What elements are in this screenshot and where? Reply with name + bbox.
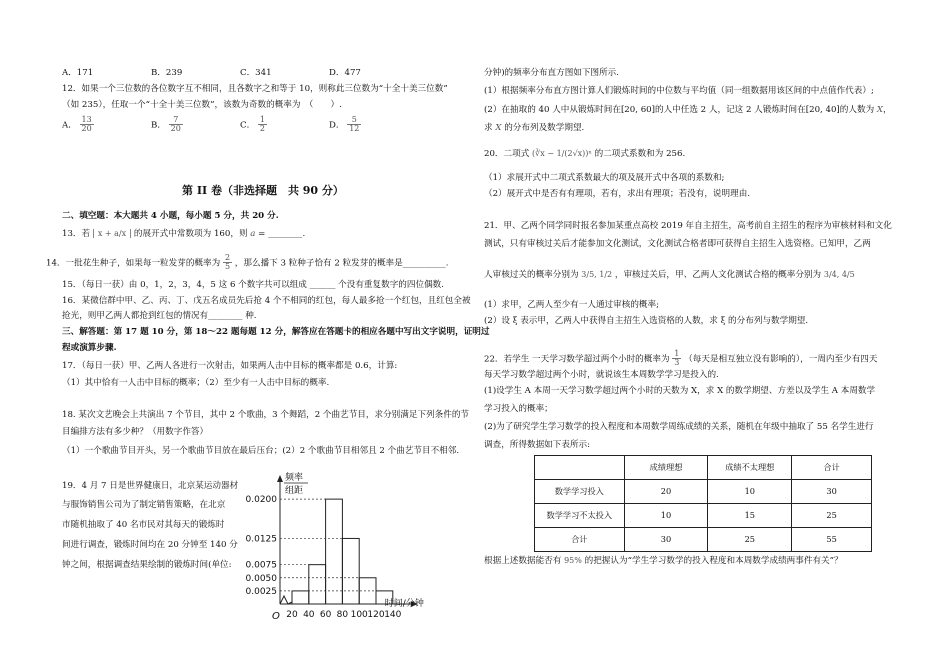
q21-fractions-1: 3/5, 1/2 [581,270,613,279]
fraction-numerator: 1 [259,115,265,124]
q22-final-a: 根据上述数据能否有 [484,556,562,566]
q21-line2: 测试，只有审核过关后才能参加文化测试，文化测试合格者即可获得自主招生入选资格。已知甲，乙两 [484,239,871,249]
histogram-bar [326,499,343,604]
y-tick-label: 0.0050 [245,573,277,584]
option-label: D． [329,120,345,131]
fraction-numerator: 13 [81,115,92,124]
table-cell: 15 [708,504,792,528]
table-row [535,480,872,504]
y-axis-label: 频率 [285,473,304,483]
y-tick-label: 0.0025 [245,586,277,597]
q19-part1: (1）根据频率分布直方图计算人们锻炼时间的中位数与平均值（同一组数据用该区间的中点值作代表）; [484,86,874,96]
q19-part2-end: 的分布列及数学期望. [504,123,585,133]
q19-part2-comma: ， [883,105,892,115]
y-tick-label: 0.0125 [245,534,277,545]
q22-part1-line2: 学习投入的概率； [484,404,553,414]
q19-continuation: 分钟)的频率分布直方图如下图所示. [484,68,619,78]
frequency-histogram [240,470,490,630]
q21-line1: 21．甲、乙两个同学同时报名参加某重点高校 2019 年自主招生，高考前自主招生的程序为审核材料和文化 [484,221,892,231]
fraction [258,116,267,134]
q22-part2-line2: 调查，所得数据如下表所示: [484,440,591,450]
q21-fractions-2: 3/4, 4/5 [823,270,855,279]
q19-line5: 钟之间，根据调查结果绘制的锻炼时间(单位: [62,560,232,570]
q21-part2: (2）设 ξ 表示甲，乙两人中获得自主招生入选资格的人数，求 ξ 的分布列与数学期望. [484,316,809,326]
table-cell: 成绩不太理想 [708,456,792,480]
q12-text-line2: （如 235），任取一个“十全十美三位数”，该数为奇数的概率为 （ ）. [62,100,342,110]
fraction [347,116,361,134]
table-cell: 合计 [535,528,625,552]
q12-option-b [151,116,183,134]
q14-prefix: 14．一批花生种子，如果每一粒发芽的概率为 [46,258,221,269]
table-cell: 数学学习投入 [535,480,625,504]
variable-x: X [495,123,502,133]
x-tick-label: 80 [336,610,349,620]
table-cell: 成绩理想 [624,456,708,480]
table-cell: 合计 [792,456,872,480]
histogram-bar [309,565,326,604]
q19-line1: 19．4 月 7 日是世界健康日，北京某运动器材 [62,481,239,491]
table-row [535,504,872,528]
q14 [46,254,448,272]
origin-label: O [272,611,280,622]
fraction-denominator: 5 [224,262,231,272]
q22-final-percent: 95% [564,556,582,565]
table-cell [535,456,625,480]
table-cell: 30 [624,528,708,552]
q20-part2: （2）展开式中是否有有理项，若有，求出有理项；若没有，说明理由. [484,189,751,199]
table-cell: 20 [624,480,708,504]
q11-option-d: D．477 [329,68,361,78]
x-tick-label: 140 [384,610,402,620]
fraction-numerator: 7 [169,116,183,125]
q12-text-line1: 12．如果一个三位数的各位数字互不相同，且各数字之和等于 10，则称此三位数为“十全十美三位数” [62,84,448,94]
y-axis-label: 组距 [285,486,304,496]
q19-part2-text: (2）在抽取的 40 人中从锻炼时间在[20, 60]的人中任选 2 人，记这 2 人锻炼时间在[20, 40]的人数为 [484,105,875,115]
q11-option-a: A．171 [62,68,94,78]
q13-blank: = ________. [258,229,306,239]
table-cell: 10 [624,504,708,528]
q19-line2: 与服饰销售公司为了制定销售策略，在北京 [62,500,226,510]
table-header-row [535,456,872,480]
q13-variable: a [250,229,256,239]
y-tick-label: 0.0075 [245,560,277,571]
option-label: C． [240,120,256,131]
q22-line2: 每天学习数学超过两个小时，就说该生本周数学学习是投入的. [484,370,719,380]
y-axis-arrow-icon [277,475,283,482]
fraction-denominator: 2 [259,124,265,134]
x-axis-label: 时间/分钟 [384,599,424,609]
x-tick-label: 20 [286,610,298,620]
q22-line1-c: （每天是相互独立没有影响的），一周内至少有四天 [684,354,878,365]
fraction-denominator: 3 [674,358,680,368]
q19-part2 [484,105,892,117]
q17-line1: 17．（每日一获）甲、乙两人各进行一次射击，如果两人击中目标的概率都是 0.6，计算: [62,361,398,371]
section-title: 第 II 卷（非选择题 共 90 分） [182,184,344,197]
histogram-bar [342,538,359,604]
q21-line3-text-b: ，审核过关后，甲、乙两人文化测试合格的概率分别为 [614,270,822,280]
solve-header-line2: 程或演算步骤. [62,343,117,353]
fraction-numerator: 5 [347,116,361,125]
q20-part1: （1）求展开式中二项式系数最大的项及展开式中各项的系数和; [484,173,725,183]
fraction [80,116,94,134]
fraction [169,116,183,134]
q20-prefix: 20．二项式 [484,149,530,159]
q18-line2: 目编排方法有多少种？（用数字作答） [62,427,209,437]
q22-line1-a: 22．若学生 [484,354,530,365]
q11-option-c: C．341 [240,68,272,78]
table-cell: 数学学习不太投入 [535,504,625,528]
table-row [535,528,872,552]
q14-suffix: ，那么播下 3 粒种子恰有 2 粒发芽的概率是__________. [234,258,449,269]
q12-option-d [329,116,361,134]
q19-part2-ask: 求 [484,123,493,133]
fill-in-header: 二、填空题：本大题共 4 小题，每小题 5 分，共 20 分. [62,211,279,221]
q18-line3: （1）一个歌曲节目开头，另一个歌曲节目放在最后压台；(2）2 个歌曲节目相邻且 2 个曲艺节目不相邻. [62,446,460,456]
table-cell: 55 [792,528,872,552]
q19-part2-cont [484,123,584,135]
fraction-numerator: 2 [224,253,231,262]
q21-part1: (1）求甲，乙两人至少有一人通过审核的概率; [484,300,659,310]
q17-line2: （1）其中恰有一人击中目标的概率；（2）至少有一人击中目标的概率. [62,378,330,388]
q18-line1: 18. 某次文艺晚会上共演出 7 个节目，其中 2 个歌曲，3 个舞蹈，2 个曲艺节目，求分别满足下列条件的节 [62,410,470,420]
q13-prefix: 13．若 [62,229,91,239]
x-tick-label: 100 [350,610,368,620]
x-tick-label: 40 [303,610,315,620]
contingency-table [534,455,872,552]
fraction-numerator: 1 [674,349,680,358]
q22-part2-line1: (2)为了研究学生学习数学的投入程度和本周数学周练成绩的关系，随机在年级中抽取了 55 名学生进行 [484,422,874,432]
option-label: B． [151,120,166,131]
q22-line1-b: 一天学习数学超过两个小时的概率为 [532,354,670,365]
q12-option-c [240,116,267,134]
q16-line1: 16．某微信群中甲、乙、丙、丁、戊五名成员先后抢 4 个不相同的红包，每人最多抢一个红包，且红包全被 [62,296,471,306]
table-cell: 30 [792,480,872,504]
table-cell: 10 [708,480,792,504]
fraction [672,350,681,368]
x-tick-label: 60 [319,610,332,620]
q20 [484,149,685,161]
y-tick-label: 0.0200 [245,495,277,506]
q15: 15．（每日一获）由 0，1，2，3，4，5 这 6 个数字共可以组成 ______ 个没有重复数字的四位偶数. [62,280,445,290]
q20-suffix: 的二项式系数和为 256. [594,149,686,159]
q16-line2: 抢光，则甲乙两人都抢到红包的情况有________ 种. [62,311,257,321]
axis-break-icon [280,596,292,604]
table-cell: 25 [792,504,872,528]
q22-part1-line1: (1)设学生 A 本周一天学习数学超过两个小时的天数为 X，求 X 的数学期望、方差以及学生 A 本周数学 [484,386,876,396]
x-tick-label: 120 [367,610,385,620]
q20-expression: (∛x − 1/(2√x))ⁿ [532,149,592,158]
variable-x: X [876,105,884,115]
q13 [62,229,305,241]
fraction-denominator: 20 [81,124,92,134]
q19-line3: 市随机抽取了 40 名市民对其每天的锻炼时 [62,520,225,530]
fraction-denominator: 12 [349,124,360,134]
histogram-bar [292,591,309,604]
q11-option-b: B．239 [151,68,183,78]
table-cell: 25 [708,528,792,552]
fraction [223,254,232,272]
q22-final [484,556,843,568]
solve-header-line1: 三、解答题：第 17 题 10 分，第 18～22 题每题 12 分，解答应在答题卡的相应各题中写出文字说明，证明过 [62,327,490,337]
q13-expression: x + a/x [93,229,131,238]
q13-suffix: 的展开式中常数项为 160，则 [133,229,248,239]
q21-line3 [484,270,855,282]
q22-final-b: 的把握认为“学生学习数学的投入程度和本周数学成绩两事件有关”？ [584,556,843,566]
q21-line3-text: 人审核过关的概率分别为 [484,270,579,280]
q22-line1 [484,350,877,368]
q19-line4: 间进行调查，锻炼时间均在 20 分钟至 140 分 [62,540,238,550]
q12-option-a [62,116,94,134]
option-label: A． [62,120,77,131]
fraction-denominator: 20 [170,124,181,134]
